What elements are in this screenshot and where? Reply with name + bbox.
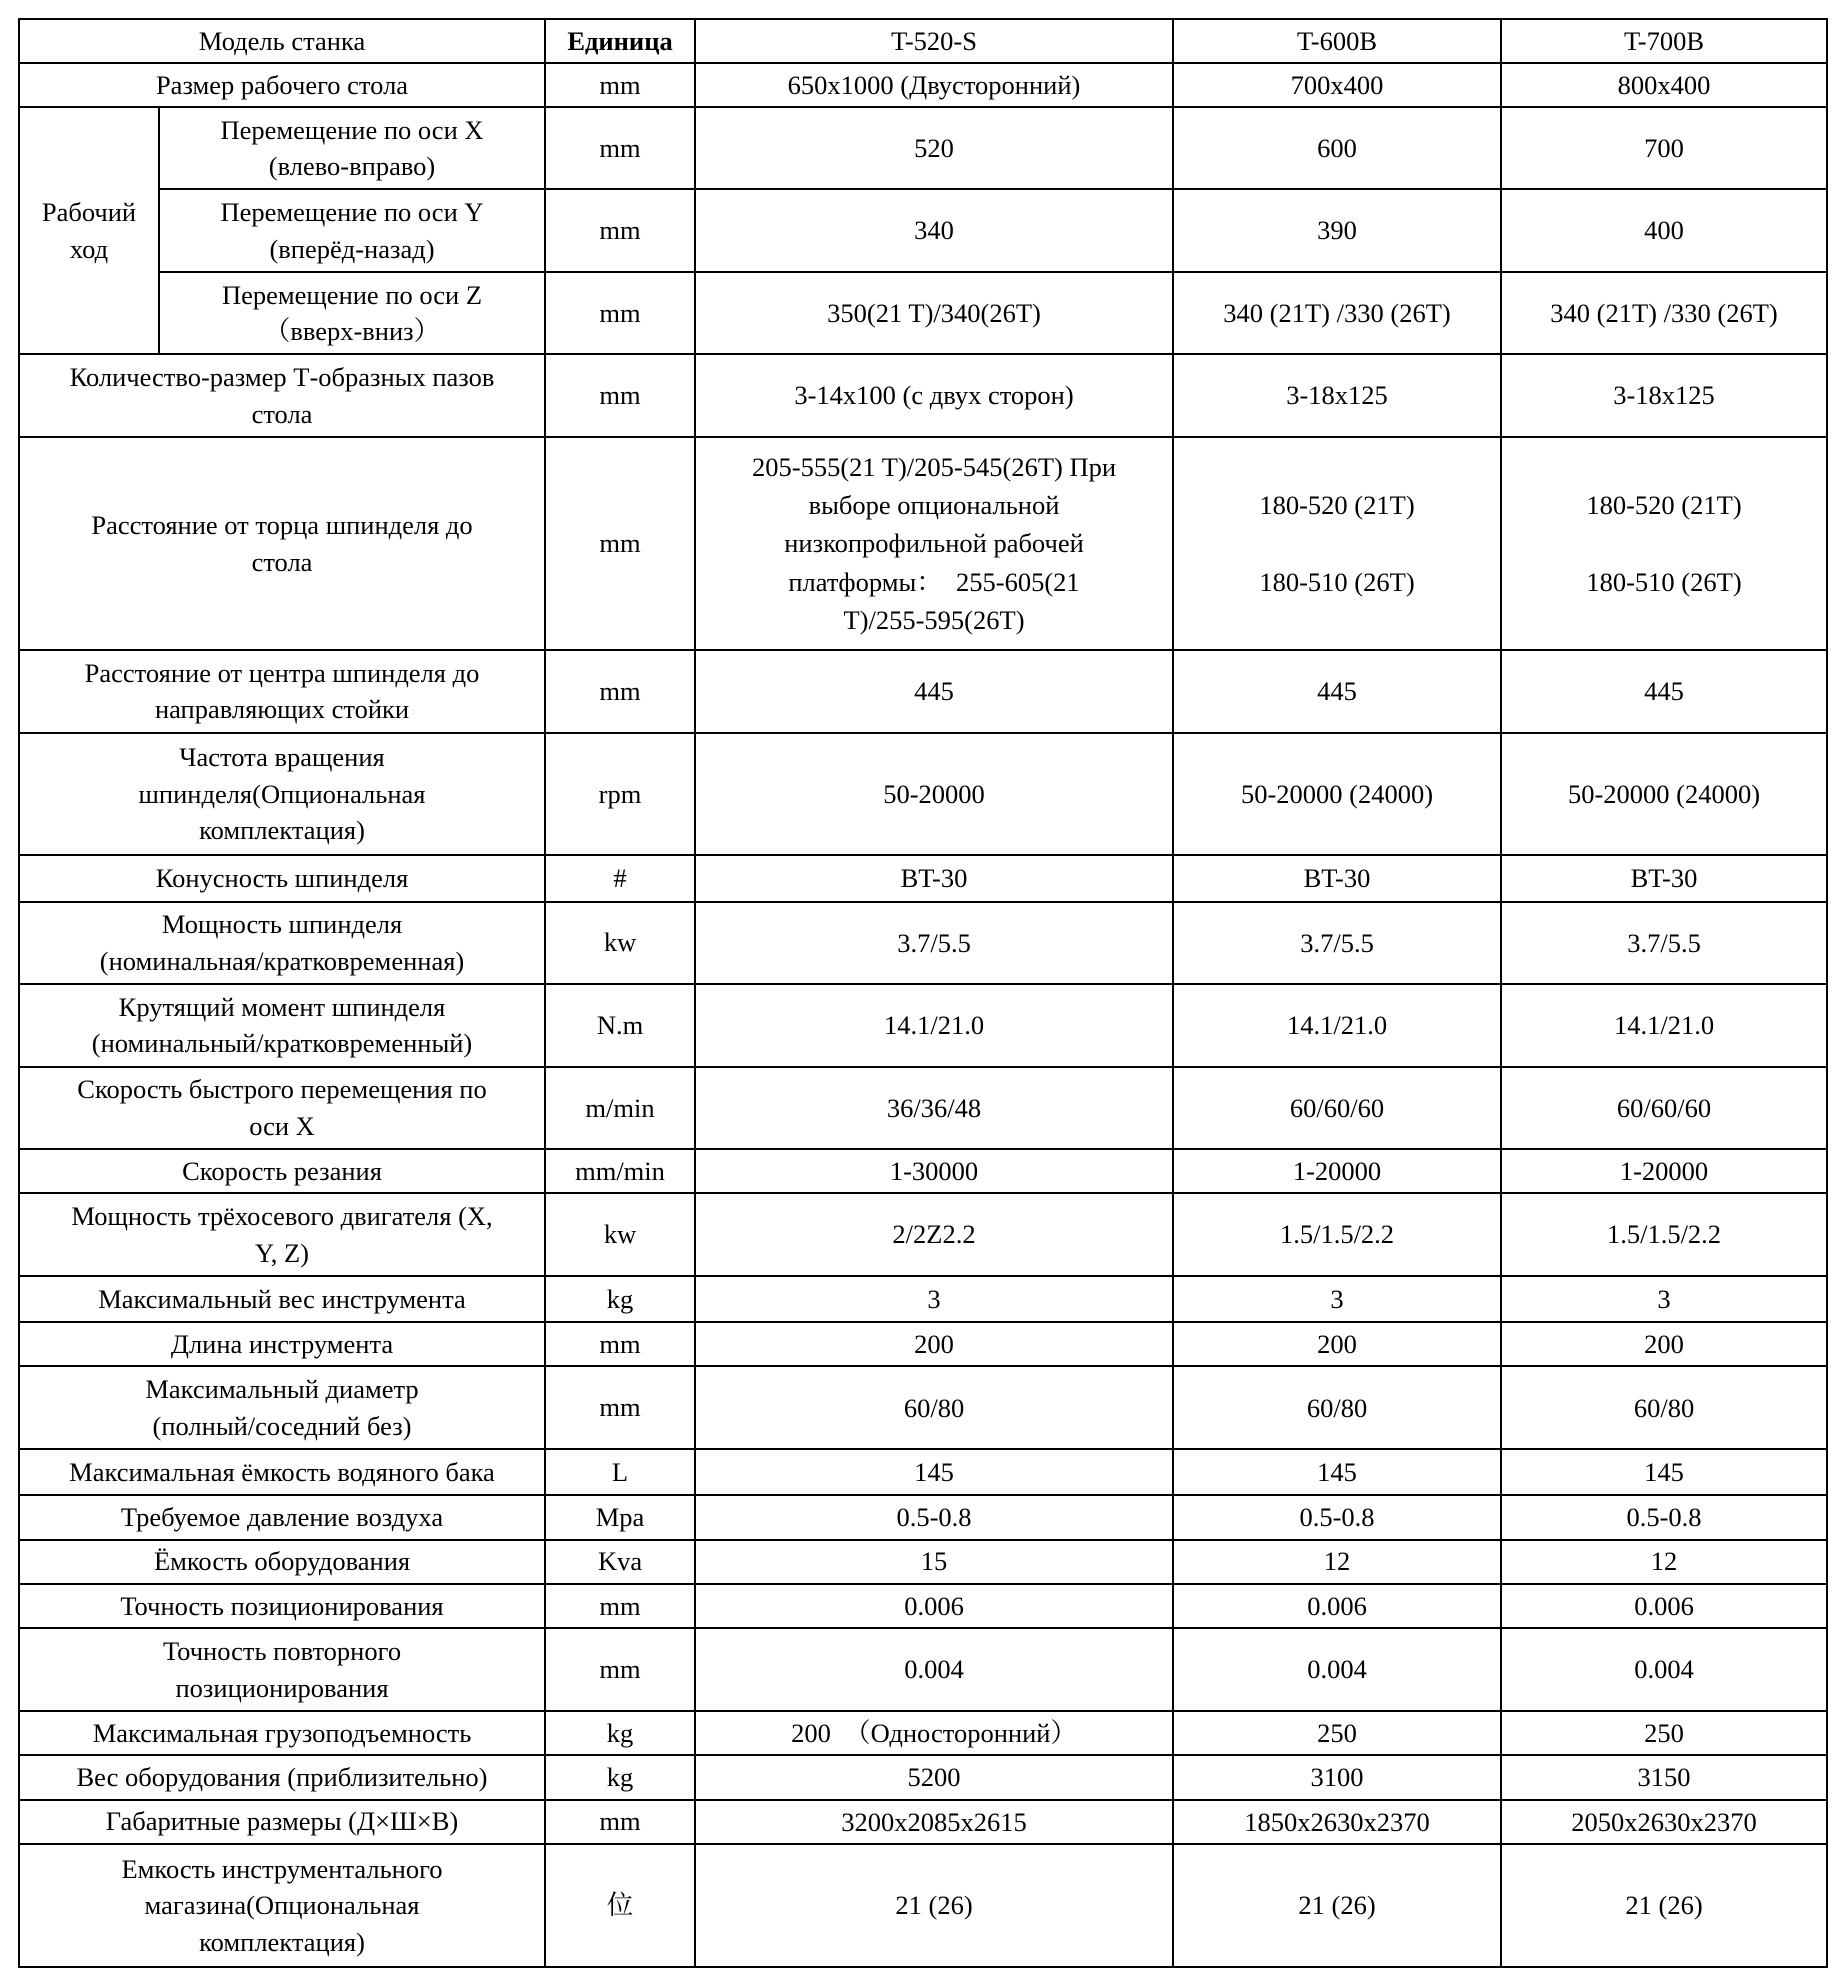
value-cell: 445 — [695, 650, 1173, 733]
unit-label: Единица — [545, 19, 695, 63]
table-row — [19, 1584, 1827, 1628]
table-row — [19, 1495, 1827, 1539]
param-label: Длина инструмента — [19, 1322, 545, 1366]
table-row — [19, 733, 1827, 856]
value-cell: BT-30 — [695, 855, 1173, 901]
table-row — [19, 63, 1827, 107]
unit-cell: mm — [545, 1366, 695, 1449]
unit-cell: rpm — [545, 733, 695, 856]
table-row — [19, 354, 1827, 437]
table-row — [19, 107, 1827, 190]
model-label: Модель станка — [19, 19, 545, 63]
unit-cell: mm — [545, 1628, 695, 1711]
value-cell: 3-18x125 — [1501, 354, 1827, 437]
value-cell: 3 — [1501, 1276, 1827, 1322]
value-cell: 1-20000 — [1501, 1149, 1827, 1193]
unit-cell: mm — [545, 354, 695, 437]
value-cell: 0.004 — [1501, 1628, 1827, 1711]
value-cell: 60/60/60 — [1501, 1067, 1827, 1150]
param-label: Конусность шпинделя — [19, 855, 545, 901]
table-row — [19, 1322, 1827, 1366]
param-label: Расстояние от центра шпинделя до направляющих стойки — [19, 650, 545, 733]
value-cell: 3 — [1173, 1276, 1501, 1322]
value-cell: 250 — [1173, 1711, 1501, 1755]
unit-cell: mm — [545, 1584, 695, 1628]
value-cell: 700 — [1501, 107, 1827, 190]
value-cell: 12 — [1173, 1540, 1501, 1584]
table-row — [19, 1711, 1827, 1755]
unit-cell: N.m — [545, 984, 695, 1067]
value-cell: 145 — [1173, 1449, 1501, 1495]
value-cell: 350(21 T)/340(26T) — [695, 272, 1173, 355]
value-cell: 3150 — [1501, 1755, 1827, 1799]
specifications-table — [18, 18, 1828, 1968]
value-cell: 14.1/21.0 — [1501, 984, 1827, 1067]
value-cell: 3-14x100 (с двух сторон) — [695, 354, 1173, 437]
value-cell: 145 — [1501, 1449, 1827, 1495]
value-cell: 200 — [1501, 1322, 1827, 1366]
table-row — [19, 1844, 1827, 1967]
value-cell: 50-20000 (24000) — [1173, 733, 1501, 856]
value-cell: 12 — [1501, 1540, 1827, 1584]
param-label: Габаритные размеры (Д×Ш×В) — [19, 1800, 545, 1844]
value-cell: BT-30 — [1501, 855, 1827, 901]
value-cell: 520 — [695, 107, 1173, 190]
value-cell: 21 (26) — [1501, 1844, 1827, 1967]
param-label: Перемещение по оси X (влево-вправо) — [159, 107, 545, 190]
value-cell: 145 — [695, 1449, 1173, 1495]
table-row — [19, 1149, 1827, 1193]
value-cell: 5200 — [695, 1755, 1173, 1799]
value-cell: 1.5/1.5/2.2 — [1501, 1193, 1827, 1276]
value-cell: 3100 — [1173, 1755, 1501, 1799]
param-label: Ёмкость оборудования — [19, 1540, 545, 1584]
value-cell: 340 (21T) /330 (26T) — [1173, 272, 1501, 355]
table-row — [19, 1449, 1827, 1495]
value-cell: 21 (26) — [1173, 1844, 1501, 1967]
value-cell: 390 — [1173, 189, 1501, 272]
value-cell: 205-555(21 T)/205-545(26T) При выборе опциональной низкопрофильной рабочей платформы： 255-605(21 T)/255-595(26T) — [695, 437, 1173, 650]
unit-cell: mm — [545, 63, 695, 107]
value-cell: 60/80 — [1173, 1366, 1501, 1449]
value-cell: 1.5/1.5/2.2 — [1173, 1193, 1501, 1276]
unit-cell: mm/min — [545, 1149, 695, 1193]
value-cell: 0.5-0.8 — [1501, 1495, 1827, 1539]
unit-cell: kw — [545, 1193, 695, 1276]
value-cell: 36/36/48 — [695, 1067, 1173, 1150]
value-cell: 400 — [1501, 189, 1827, 272]
value-cell: 340 — [695, 189, 1173, 272]
value-cell: 3.7/5.5 — [695, 902, 1173, 985]
param-label: Перемещение по оси Z （вверх-вниз） — [159, 272, 545, 355]
param-label: Частота вращения шпинделя(Опциональная комплектация) — [19, 733, 545, 856]
value-cell: 0.004 — [695, 1628, 1173, 1711]
param-label: Крутящий момент шпинделя (номинальный/кратковременный) — [19, 984, 545, 1067]
value-cell: 3.7/5.5 — [1501, 902, 1827, 985]
unit-cell: kg — [545, 1755, 695, 1799]
param-label: Скорость резания — [19, 1149, 545, 1193]
travel-group-label: Рабочий ход — [19, 107, 159, 355]
param-label: Максимальный вес инструмента — [19, 1276, 545, 1322]
value-cell: 200 （Односторонний） — [695, 1711, 1173, 1755]
value-cell: 14.1/21.0 — [1173, 984, 1501, 1067]
value-cell: 180-520 (21T) 180-510 (26T) — [1173, 437, 1501, 650]
value-cell: 445 — [1173, 650, 1501, 733]
model-name: T-600B — [1173, 19, 1501, 63]
value-cell: 3 — [695, 1276, 1173, 1322]
unit-cell: mm — [545, 650, 695, 733]
value-cell: 800x400 — [1501, 63, 1827, 107]
unit-cell: Mpa — [545, 1495, 695, 1539]
table-row — [19, 437, 1827, 650]
table-row — [19, 1366, 1827, 1449]
unit-cell: mm — [545, 437, 695, 650]
value-cell: 0.006 — [695, 1584, 1173, 1628]
param-label: Максимальная грузоподъемность — [19, 1711, 545, 1755]
value-cell: 60/60/60 — [1173, 1067, 1501, 1150]
value-cell: 50-20000 (24000) — [1501, 733, 1827, 856]
header-row — [19, 19, 1827, 63]
param-label: Максимальная ёмкость водяного бака — [19, 1449, 545, 1495]
value-cell: 0.006 — [1173, 1584, 1501, 1628]
table-row — [19, 189, 1827, 272]
table-row — [19, 650, 1827, 733]
value-cell: 1-20000 — [1173, 1149, 1501, 1193]
value-cell: 1850x2630x2370 — [1173, 1800, 1501, 1844]
model-name: T-520-S — [695, 19, 1173, 63]
unit-cell: kg — [545, 1276, 695, 1322]
value-cell: 60/80 — [695, 1366, 1173, 1449]
table-row — [19, 272, 1827, 355]
table-row — [19, 1540, 1827, 1584]
table-row — [19, 984, 1827, 1067]
value-cell: 3200x2085x2615 — [695, 1800, 1173, 1844]
param-label: Мощность шпинделя (номинальная/кратковременная) — [19, 902, 545, 985]
value-cell: 0.004 — [1173, 1628, 1501, 1711]
value-cell: 2050x2630x2370 — [1501, 1800, 1827, 1844]
value-cell: 200 — [1173, 1322, 1501, 1366]
unit-cell: m/min — [545, 1067, 695, 1150]
value-cell: 340 (21T) /330 (26T) — [1501, 272, 1827, 355]
value-cell: 3.7/5.5 — [1173, 902, 1501, 985]
value-cell: 21 (26) — [695, 1844, 1173, 1967]
param-label: Перемещение по оси Y (вперёд-назад) — [159, 189, 545, 272]
unit-cell: # — [545, 855, 695, 901]
unit-cell: 位 — [545, 1844, 695, 1967]
unit-cell: mm — [545, 272, 695, 355]
value-cell: 0.5-0.8 — [1173, 1495, 1501, 1539]
value-cell: 0.006 — [1501, 1584, 1827, 1628]
table-row — [19, 1755, 1827, 1799]
unit-cell: mm — [545, 189, 695, 272]
table-row — [19, 1800, 1827, 1844]
table-row — [19, 1628, 1827, 1711]
unit-cell: mm — [545, 107, 695, 190]
table-row — [19, 1193, 1827, 1276]
value-cell: 0.5-0.8 — [695, 1495, 1173, 1539]
param-label: Скорость быстрого перемещения по оси X — [19, 1067, 545, 1150]
value-cell: 14.1/21.0 — [695, 984, 1173, 1067]
table-row — [19, 1067, 1827, 1150]
unit-cell: Kva — [545, 1540, 695, 1584]
param-label: Размер рабочего стола — [19, 63, 545, 107]
table-row — [19, 1276, 1827, 1322]
value-cell: BT-30 — [1173, 855, 1501, 901]
value-cell: 700x400 — [1173, 63, 1501, 107]
unit-cell: kw — [545, 902, 695, 985]
value-cell: 650x1000 (Двусторонний) — [695, 63, 1173, 107]
value-cell: 2/2Z2.2 — [695, 1193, 1173, 1276]
unit-cell: L — [545, 1449, 695, 1495]
value-cell: 180-520 (21T) 180-510 (26T) — [1501, 437, 1827, 650]
param-label: Количество-размер Т-образных пазов стола — [19, 354, 545, 437]
value-cell: 600 — [1173, 107, 1501, 190]
value-cell: 60/80 — [1501, 1366, 1827, 1449]
param-label: Точность позиционирования — [19, 1584, 545, 1628]
param-label: Требуемое давление воздуха — [19, 1495, 545, 1539]
param-label: Мощность трёхосевого двигателя (X, Y, Z) — [19, 1193, 545, 1276]
value-cell: 15 — [695, 1540, 1173, 1584]
value-cell: 50-20000 — [695, 733, 1173, 856]
unit-cell: mm — [545, 1322, 695, 1366]
model-name: T-700B — [1501, 19, 1827, 63]
param-label: Емкость инструментального магазина(Опциональная комплектация) — [19, 1844, 545, 1967]
param-label: Расстояние от торца шпинделя до стола — [19, 437, 545, 650]
value-cell: 250 — [1501, 1711, 1827, 1755]
value-cell: 200 — [695, 1322, 1173, 1366]
value-cell: 3-18x125 — [1173, 354, 1501, 437]
unit-cell: kg — [545, 1711, 695, 1755]
param-label: Максимальный диаметр (полный/соседний без) — [19, 1366, 545, 1449]
unit-cell: mm — [545, 1800, 695, 1844]
param-label: Точность повторного позиционирования — [19, 1628, 545, 1711]
param-label: Вес оборудования (приблизительно) — [19, 1755, 545, 1799]
value-cell: 445 — [1501, 650, 1827, 733]
value-cell: 1-30000 — [695, 1149, 1173, 1193]
table-row — [19, 855, 1827, 901]
table-row — [19, 902, 1827, 985]
